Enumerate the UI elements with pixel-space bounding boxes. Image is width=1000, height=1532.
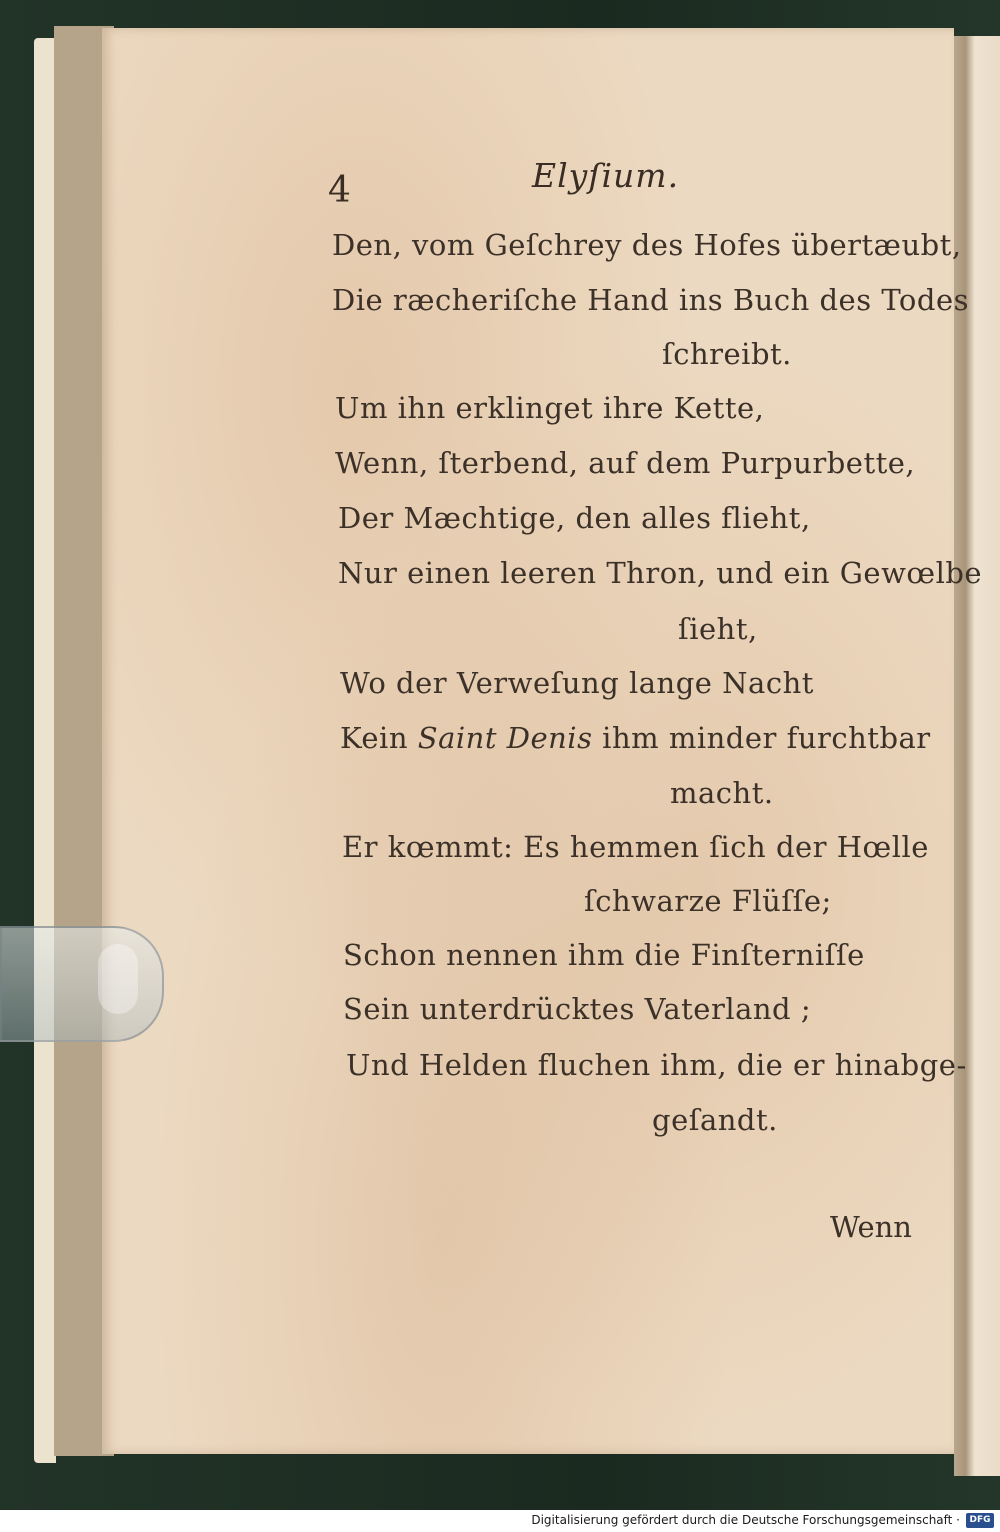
poem-line: Wenn, ſterbend, auf dem Purpurbette, — [335, 446, 916, 480]
poem-line: Wo der Verweſung lange Nacht — [340, 666, 814, 700]
catchword: Wenn — [830, 1210, 912, 1244]
poem-line: geſandt. — [652, 1103, 778, 1137]
poem-line: Nur einen leeren Thron, und ein Gewœlbe — [338, 556, 983, 590]
poem-line: macht. — [670, 776, 774, 810]
glass-clip — [0, 926, 164, 1042]
poem-line: Er kœmmt: Es hemmen ſich der Hœlle — [342, 830, 929, 864]
running-title: Elyſium. — [532, 156, 680, 195]
funding-credit: Digitalisierung gefördert durch die Deutsche Forschungsgemeinschaft · — [531, 1513, 960, 1527]
underlying-page-edge — [34, 38, 56, 1463]
poem-line — [340, 721, 931, 755]
poem-line: ſchwarze Flüſſe; — [584, 884, 832, 918]
poem-line: ſchreibt. — [662, 337, 792, 371]
footer-bar — [0, 1510, 1000, 1532]
clip-highlight — [98, 944, 138, 1014]
poem-line: Um ihn erklinget ihre Kette, — [335, 391, 765, 425]
poem-line: Schon nennen ihm die Finſterniſſe — [343, 938, 865, 972]
poem-line: Die ræcheriſche Hand ins Buch des Todes — [332, 283, 969, 317]
italic-name: Saint Denis — [417, 721, 593, 755]
poem-line: Sein unterdrücktes Vaterland ; — [343, 992, 812, 1026]
poem-line: Den, vom Geſchrey des Hofes übertæubt, — [332, 228, 962, 262]
line-text: ihm minder furchtbar — [592, 721, 931, 755]
line-text: Kein — [340, 721, 418, 755]
poem-line: Und Helden fluchen ihm, die er hinabge- — [346, 1048, 967, 1082]
poem-line: ſieht, — [678, 612, 758, 646]
dfg-logo-icon: DFG — [966, 1513, 994, 1528]
page-number: 4 — [328, 170, 351, 211]
poem-line: Der Mæchtige, den alles flieht, — [338, 501, 811, 535]
